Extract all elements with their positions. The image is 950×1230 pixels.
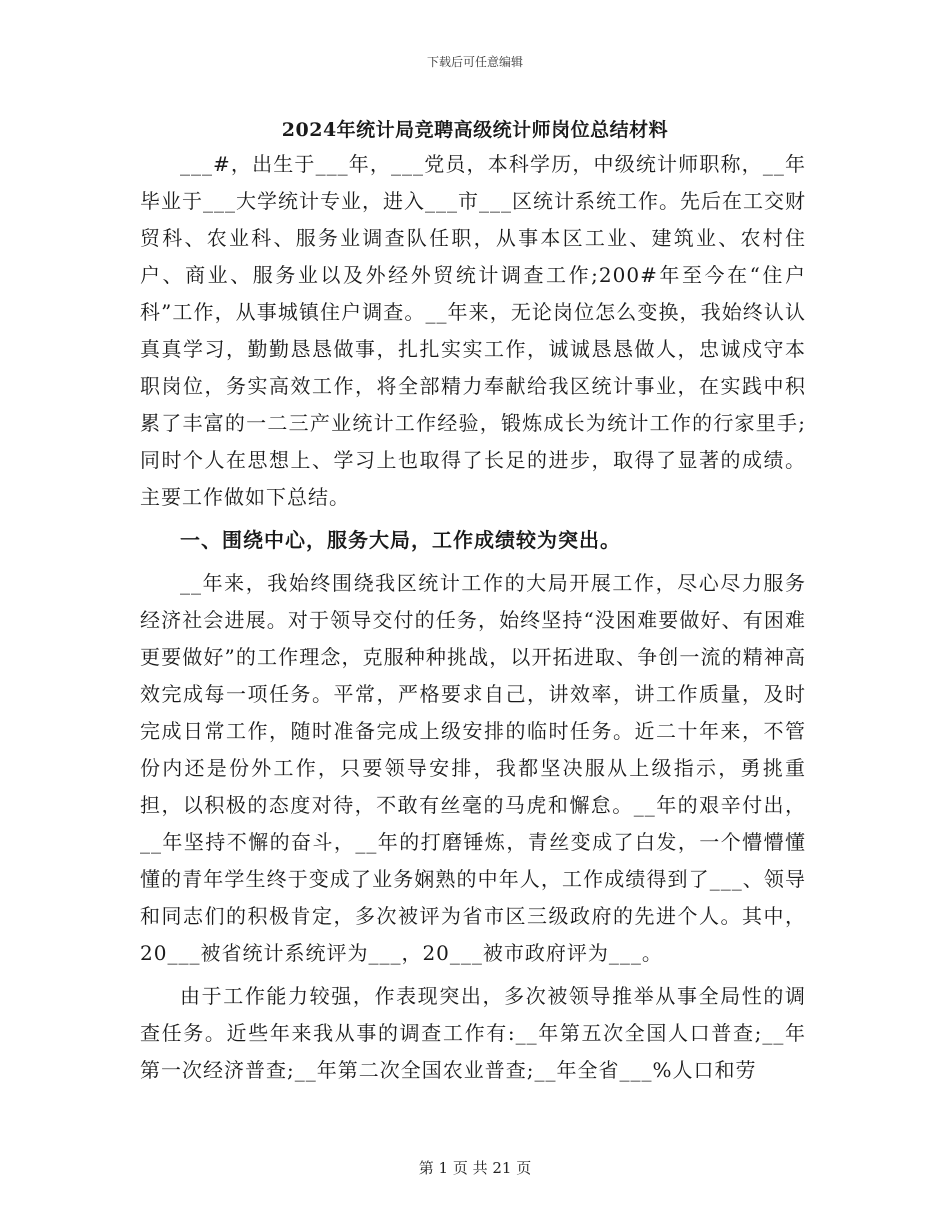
page-number: 第 1 页 共 21 页	[418, 1159, 532, 1177]
paragraph-survey-tasks: 由于工作能力较强，作表现突出，多次被领导推举从事全局性的调查任务。近些年来我从事的调查工作有:__年第五次全国人口普查;__年第一次经济普查;__年第二次全国农业普查;__年全省___%人口和劳	[140, 984, 806, 1082]
document-title: 2024年统计局竞聘高级统计师岗位总结材料	[281, 119, 669, 141]
paragraph-intro: ___#，出生于___年，___党员，本科学历，中级统计师职称，__年毕业于___大学统计专业，进入___市___区统计系统工作。先后在工交财贸科、农业科、服务业调查队任职，从事本区工业、建筑业、农村住户、商业、服务业以及外经外贸统计调查工作;200#年至今在“住户科”工作，从事城镇住户调查。__年来，无论岗位怎么变换，我始终认认真真学习，勤勤恳恳做事，扎扎实实工作，诚诚恳恳做人，忠诚戍守本职岗位，务实高效工作，将全部精力奉献给我区统计事业，在实践中积累了丰富的一二三产业统计工作经验，锻炼成长为统计工作的行家里手;同时个人在思想上、学习上也取得了长足的进步，取得了显著的成绩。主要工作做如下总结。	[140, 152, 806, 509]
section-heading-1: 一、围绕中心，服务大局，工作成绩较为突出。	[180, 528, 621, 552]
header-note: 下载后可任意编辑	[426, 55, 523, 69]
document-body	[140, 146, 806, 1089]
paragraph-section-1: __年来，我始终围绕我区统计工作的大局开展工作，尽心尽力服务经济社会进展。对于领导交付的任务，始终坚持“没困难要做好、有困难更要做好”的工作理念，克服种种挑战，以开拓进取、争创一流的精神高效完成每一项任务。平常，严格要求自己，讲效率，讲工作质量，及时完成日常工作，随时准备完成上级安排的临时任务。近二十年来，不管份内还是份外工作，只要领导安排，我都坚决服从上级指示，勇挑重担，以积极的态度对待，不敢有丝毫的马虎和懈怠。__年的艰辛付出，__年坚持不懈的奋斗，__年的打磨锤炼，青丝变成了白发，一个懵懵懂懂的青年学生终于变成了业务娴熟的中年人，工作成绩得到了___、领导和同志们的积极肯定，多次被评为省市区三级政府的先进个人。其中，20___被省统计系统评为___，20___被市政府评为___。	[140, 571, 806, 965]
